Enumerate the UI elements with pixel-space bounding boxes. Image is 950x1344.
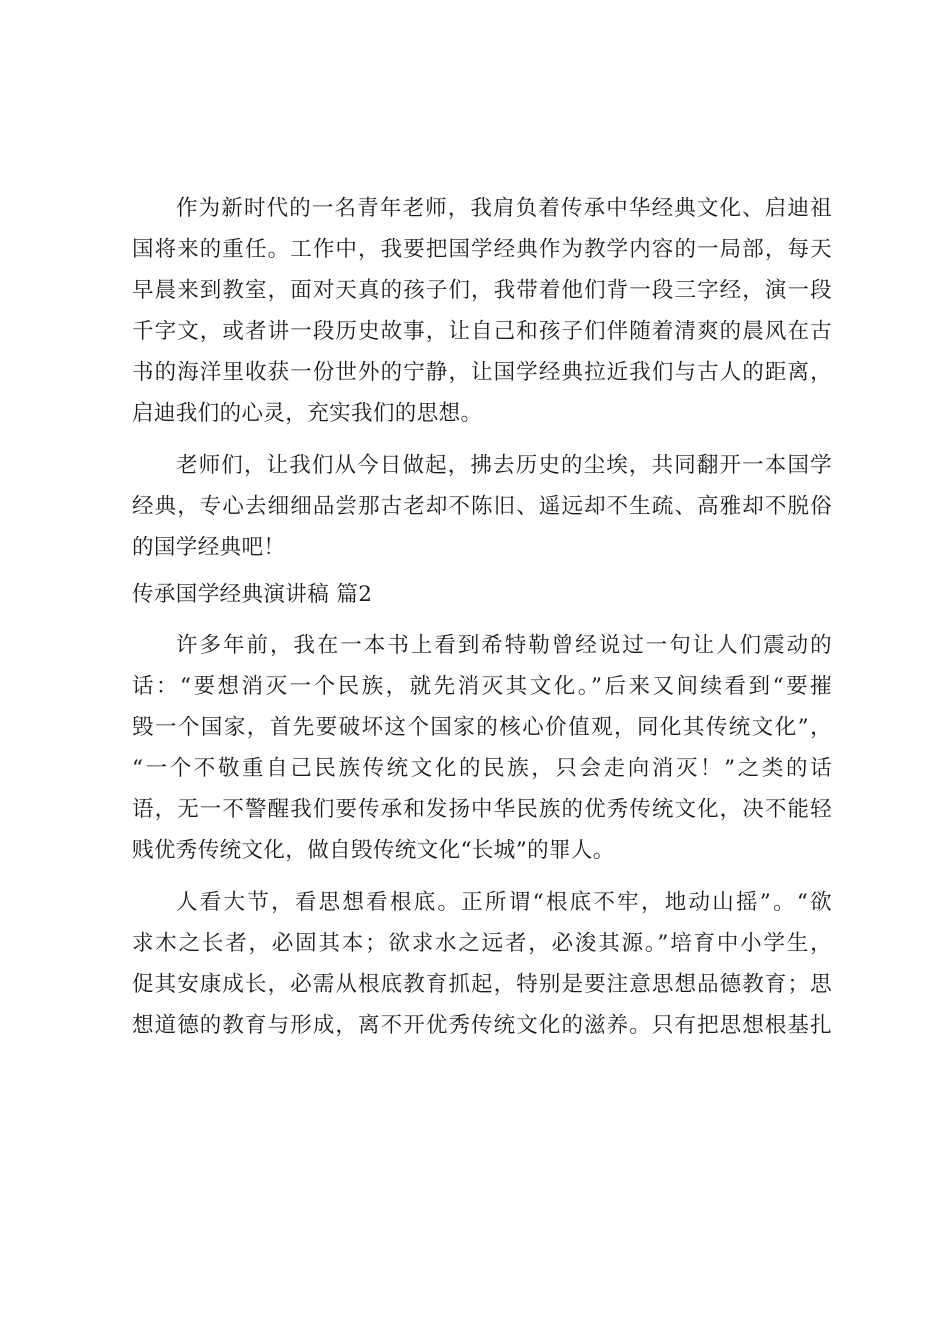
- text-line: “一个不敬重自己民族传统文化的民族，只会走向消灭！”之类的话: [132, 756, 832, 781]
- text-line: 早晨来到教室，面对天真的孩子们，我带着他们背一段三字经，演一段: [132, 278, 832, 303]
- text-line: 的国学经典吧！: [132, 535, 286, 560]
- text-line: 书的海洋里收获一份世外的宁静，让国学经典拉近我们与古人的距离，: [132, 360, 832, 385]
- text-line: 千字文，或者讲一段历史故事，让自己和孩子们伴随着清爽的晨风在古: [132, 319, 832, 344]
- text-line: 贱优秀传统文化，做自毁传统文化“长城”的罪人。: [132, 838, 615, 863]
- text-line: 人看大节，看思想看根底。正所谓“根底不牢，地动山摇”。“欲: [176, 890, 832, 915]
- text-line: 语，无一不警醒我们要传承和发扬中华民族的优秀传统文化，决不能轻: [132, 797, 832, 822]
- text-line: 促其安康成长，必需从根底教育抓起，特别是要注意思想品德教育；思: [132, 972, 832, 997]
- text-line: 毁一个国家，首先要破坏这个国家的核心价值观，同化其传统文化”，: [132, 715, 832, 740]
- paragraph-4: [132, 882, 832, 1046]
- text-line: 启迪我们的心灵，充实我们的思想。: [132, 401, 483, 426]
- text-line: 想道德的教育与形成，离不开优秀传统文化的滋养。只有把思想根基扎: [132, 1013, 832, 1038]
- text-line: 作为新时代的一名青年老师，我肩负着传承中华经典文化、启迪祖: [176, 196, 832, 221]
- text-line: 求木之长者，必固其本；欲求水之远者，必浚其源。”培育中小学生，: [132, 931, 832, 956]
- paragraph-1: [132, 188, 832, 434]
- section-heading: 传承国学经典演讲稿 篇2: [132, 582, 373, 607]
- text-line: 经典，专心去细细品尝那古老却不陈旧、遥远却不生疏、高雅却不脱俗: [132, 494, 832, 519]
- text-line: 话：“要想消灭一个民族，就先消灭其文化。”后来又间续看到“要摧: [132, 674, 832, 699]
- document-page: [132, 188, 832, 1046]
- text-line: 许多年前，我在一本书上看到希特勒曾经说过一句让人们震动的: [176, 633, 832, 658]
- text-line: 老师们，让我们从今日做起，拂去历史的尘埃，共同翻开一本国学: [176, 453, 832, 478]
- text-line: 国将来的重任。工作中，我要把国学经典作为教学内容的一局部，每天: [132, 237, 832, 262]
- paragraph-3: [132, 625, 832, 871]
- paragraph-2: [132, 445, 832, 568]
